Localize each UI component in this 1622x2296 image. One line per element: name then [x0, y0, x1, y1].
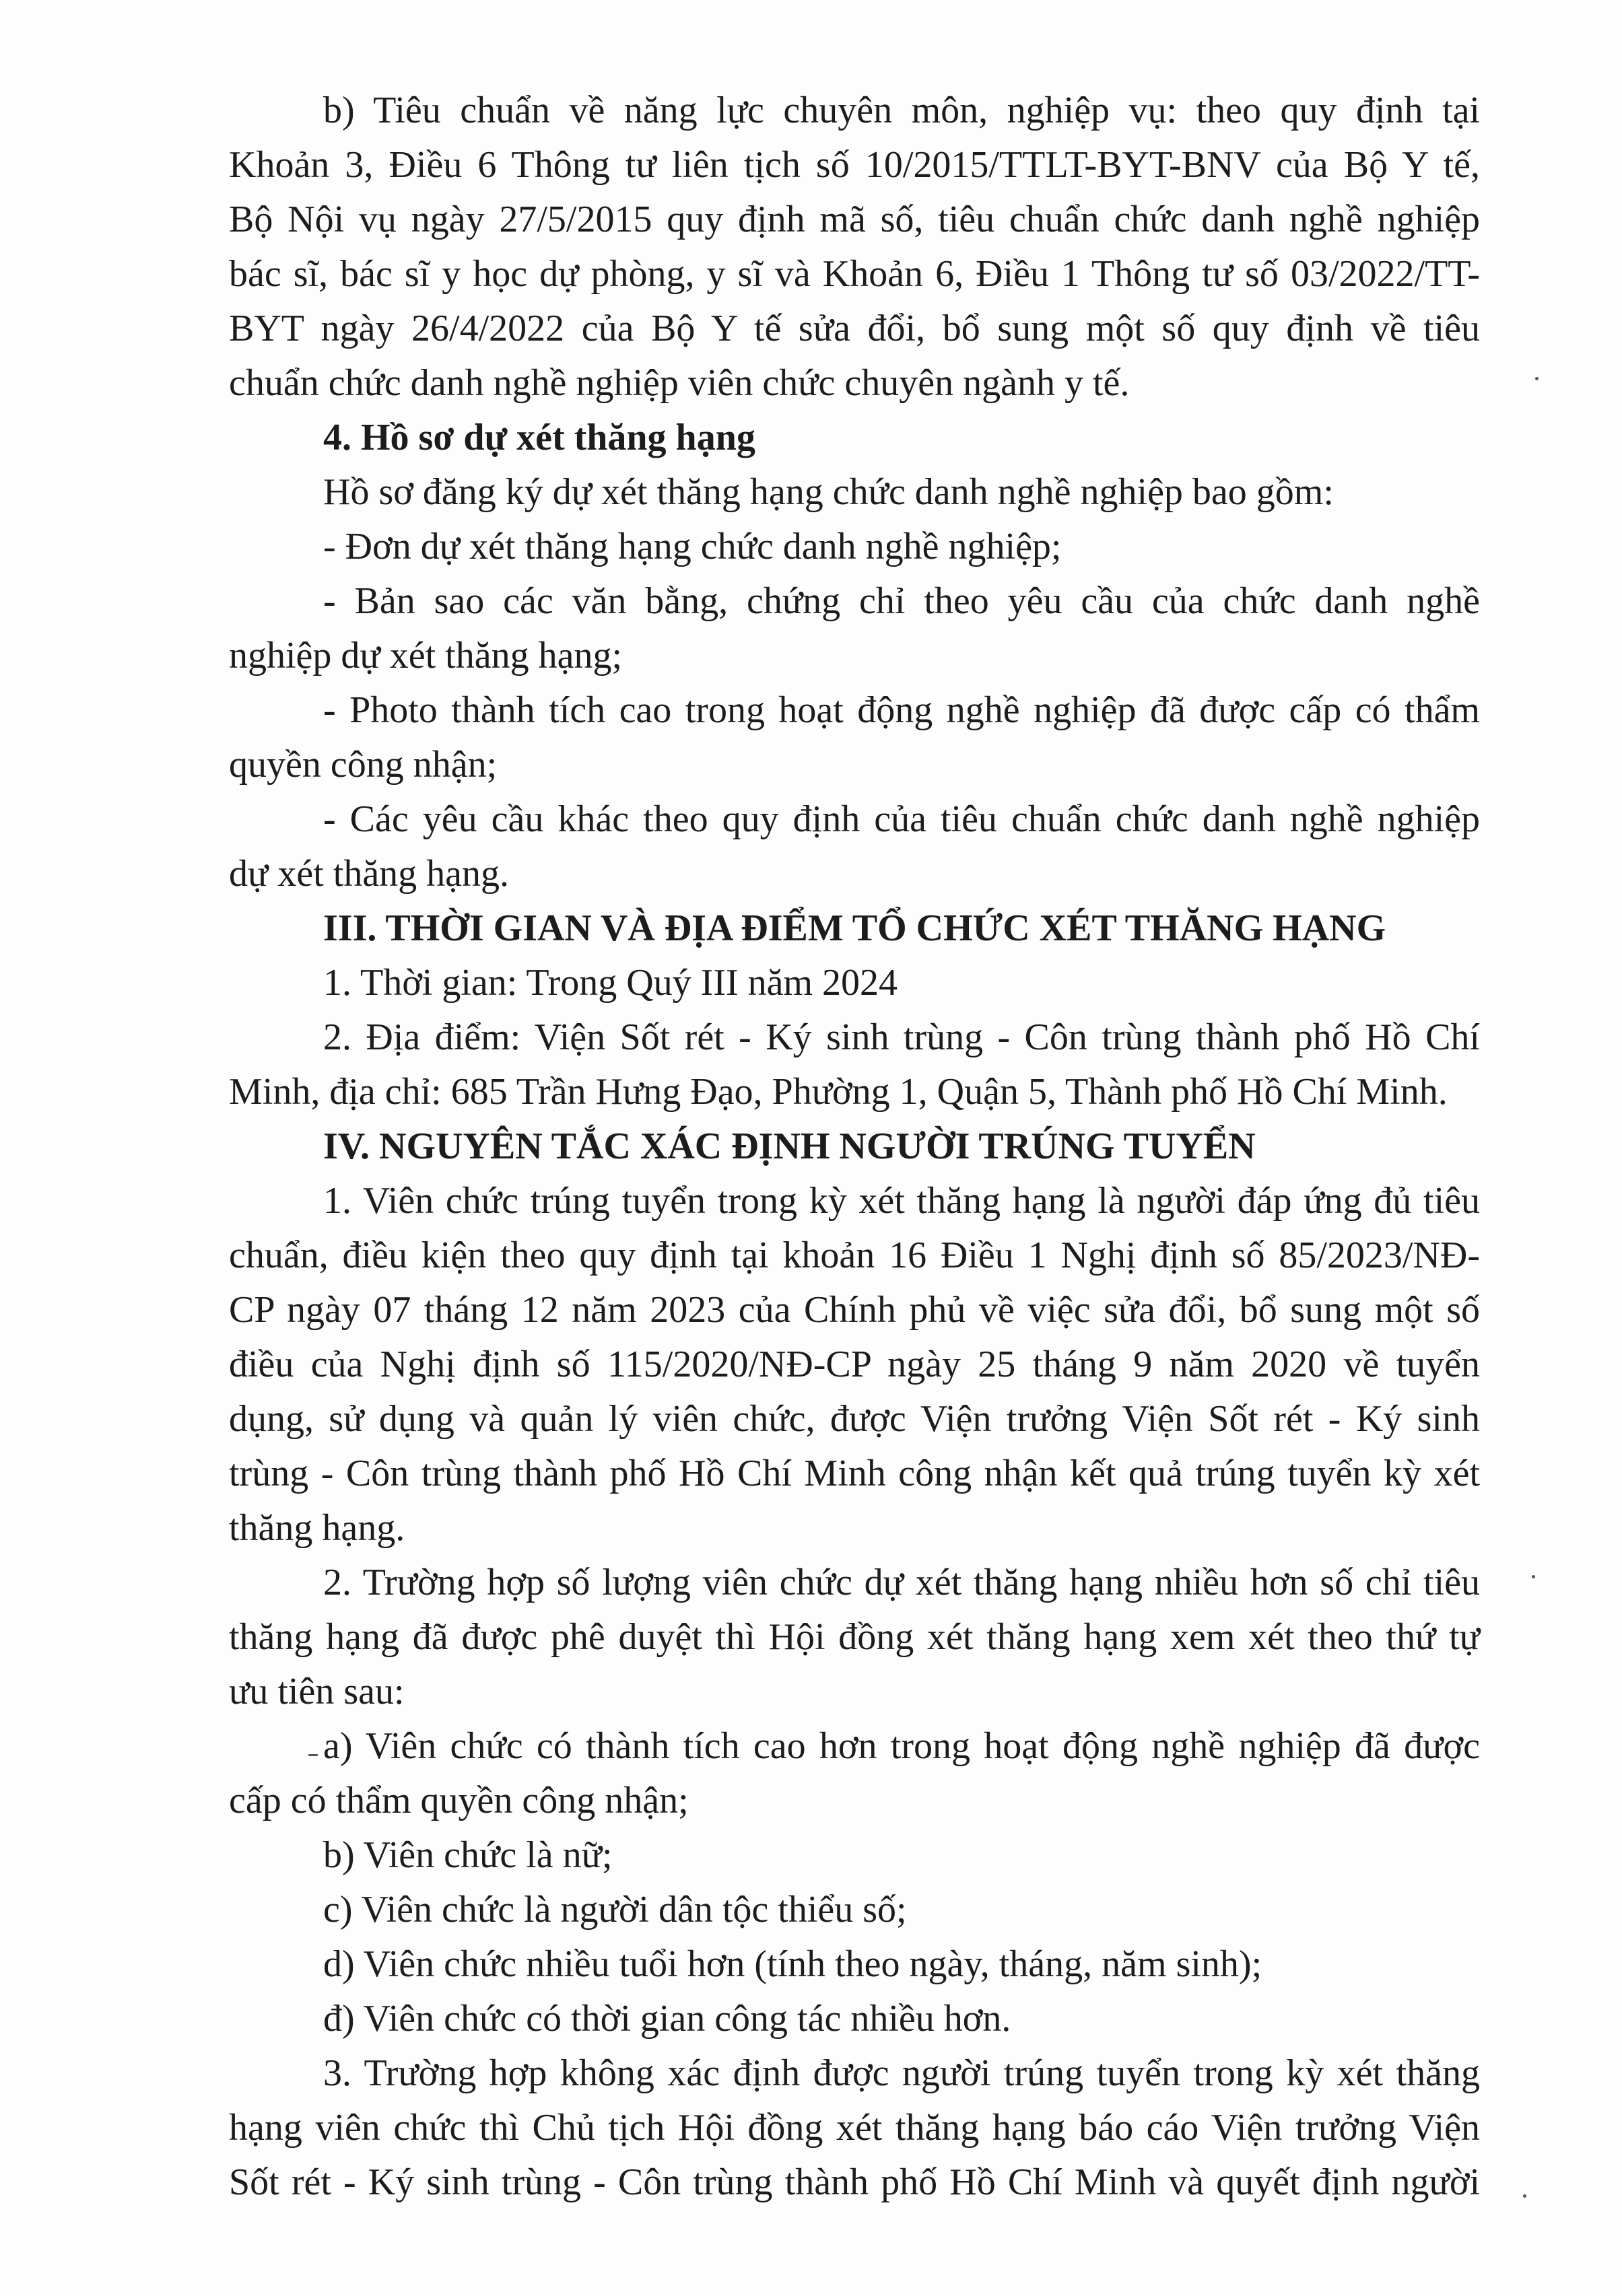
- text-line: chuẩn, điều kiện theo quy định tại khoản 16 Điều 1 Nghị định số 85/2023/NĐ-: [229, 1234, 1480, 1276]
- text-line: b) Tiêu chuẩn về năng lực chuyên môn, nghiệp vụ: theo quy định tại: [323, 90, 1480, 131]
- text-line: nghiệp dự xét thăng hạng;: [229, 635, 623, 676]
- list-item: c) Viên chức là người dân tộc thiểu số;: [323, 1889, 907, 1930]
- text-line: CP ngày 07 tháng 12 năm 2023 của Chính phủ về việc sửa đổi, bổ sung một số: [229, 1289, 1480, 1331]
- text-line: BYT ngày 26/4/2022 của Bộ Y tế sửa đổi, bổ sung một số quy định về tiêu: [229, 308, 1480, 349]
- text-line: dụng, sử dụng và quản lý viên chức, được Viện trưởng Viện Sốt rét - Ký sinh: [229, 1398, 1480, 1440]
- text-line: hạng viên chức thì Chủ tịch Hội đồng xét thăng hạng báo cáo Viện trưởng Viện: [229, 2107, 1480, 2149]
- text-line: ưu tiên sau:: [229, 1671, 405, 1712]
- text-line: trùng - Côn trùng thành phố Hồ Chí Minh công nhận kết quả trúng tuyển kỳ xét: [229, 1453, 1480, 1494]
- list-item: b) Viên chức là nữ;: [323, 1834, 613, 1876]
- text-line: thăng hạng.: [229, 1507, 405, 1549]
- list-item: - Bản sao các văn bằng, chứng chỉ theo yêu cầu của chức danh nghề: [323, 580, 1480, 622]
- text-line: Minh, địa chỉ: 685 Trần Hưng Đạo, Phường 1, Quận 5, Thành phố Hồ Chí Minh.: [229, 1071, 1448, 1113]
- list-item: d) Viên chức nhiều tuổi hơn (tính theo ngày, tháng, năm sinh);: [323, 1943, 1262, 1985]
- text-line: Sốt rét - Ký sinh trùng - Côn trùng thành phố Hồ Chí Minh và quyết định người: [229, 2161, 1480, 2203]
- scan-speck: [1523, 2194, 1526, 2198]
- text-line: 3. Trường hợp không xác định được người trúng tuyển trong kỳ xét thăng: [323, 2052, 1480, 2094]
- text-line: 1. Viên chức trúng tuyển trong kỳ xét thăng hạng là người đáp ứng đủ tiêu: [323, 1180, 1480, 1222]
- section-heading: 4. Hồ sơ dự xét thăng hạng: [323, 417, 755, 458]
- text-line: dự xét thăng hạng.: [229, 853, 510, 895]
- text-line: Bộ Nội vụ ngày 27/5/2015 quy định mã số, tiêu chuẩn chức danh nghề nghiệp: [229, 199, 1480, 240]
- text-line: Hồ sơ đăng ký dự xét thăng hạng chức danh nghề nghiệp bao gồm:: [323, 471, 1334, 513]
- list-item: - Đơn dự xét thăng hạng chức danh nghề nghiệp;: [323, 526, 1062, 567]
- scan-speck: [1532, 1575, 1535, 1578]
- text-line: cấp có thẩm quyền công nhận;: [229, 1780, 689, 1821]
- list-item: đ) Viên chức có thời gian công tác nhiều hơn.: [323, 1998, 1011, 2040]
- text-line: thăng hạng đã được phê duyệt thì Hội đồng xét thăng hạng xem xét theo thứ tự: [229, 1616, 1480, 1658]
- scan-speck: [1535, 377, 1539, 380]
- text-line: chuẩn chức danh nghề nghiệp viên chức chuyên ngành y tế.: [229, 362, 1130, 404]
- scan-speck: [308, 1754, 318, 1756]
- text-line: 2. Trường hợp số lượng viên chức dự xét thăng hạng nhiều hơn số chỉ tiêu: [323, 1562, 1480, 1603]
- list-item: - Photo thành tích cao trong hoạt động nghề nghiệp đã được cấp có thẩm: [323, 689, 1480, 731]
- text-line: 1. Thời gian: Trong Quý III năm 2024: [323, 962, 898, 1004]
- list-item: a) Viên chức có thành tích cao hơn trong hoạt động nghề nghiệp đã được: [323, 1725, 1480, 1767]
- text-line: Khoản 3, Điều 6 Thông tư liên tịch số 10/2015/TTLT-BYT-BNV của Bộ Y tế,: [229, 144, 1480, 186]
- section-heading: IV. NGUYÊN TẮC XÁC ĐỊNH NGƯỜI TRÚNG TUYỂN: [323, 1125, 1256, 1167]
- text-line: quyền công nhận;: [229, 744, 498, 786]
- section-heading: III. THỜI GIAN VÀ ĐỊA ĐIỂM TỔ CHỨC XÉT THĂNG HẠNG: [323, 907, 1386, 949]
- text-line: bác sĩ, bác sĩ y học dự phòng, y sĩ và Khoản 6, Điều 1 Thông tư số 03/2022/TT-: [229, 253, 1480, 295]
- text-line: điều của Nghị định số 115/2020/NĐ-CP ngày 25 tháng 9 năm 2020 về tuyển: [229, 1344, 1480, 1385]
- list-item: - Các yêu cầu khác theo quy định của tiêu chuẩn chức danh nghề nghiệp: [323, 798, 1480, 840]
- text-line: 2. Địa điểm: Viện Sốt rét - Ký sinh trùng - Côn trùng thành phố Hồ Chí: [323, 1016, 1480, 1058]
